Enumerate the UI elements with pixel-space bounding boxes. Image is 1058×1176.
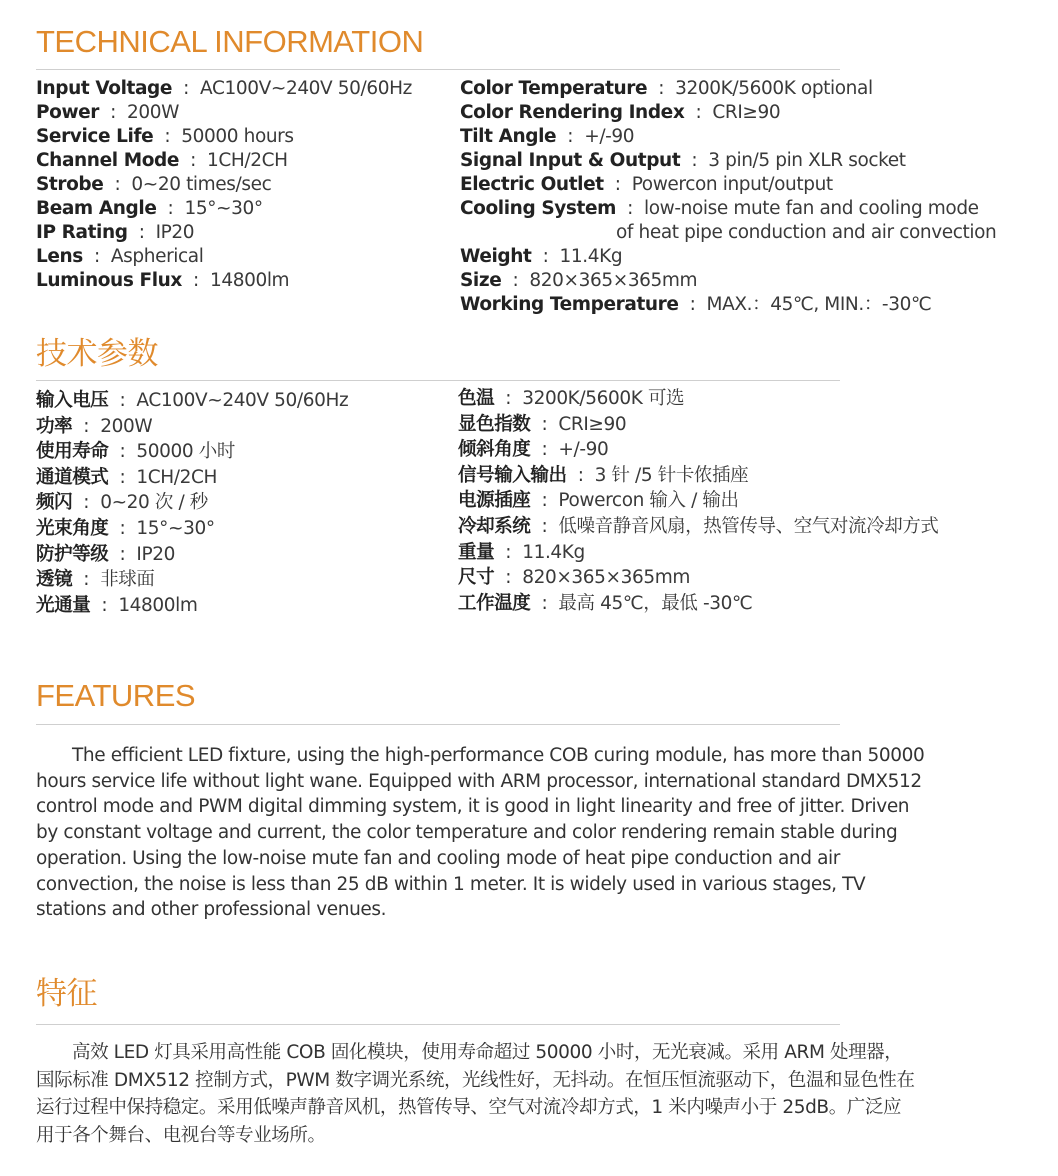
spec-separator: : [83, 492, 90, 514]
spec-value-continued: of heat pipe conduction and air convection [616, 222, 997, 243]
spec-row [36, 465, 348, 491]
spec-label: 显色指数 [458, 413, 531, 435]
spec-label: 透镜 [36, 569, 73, 591]
spec-label: 功率 [36, 415, 73, 437]
spec-value: 3200K/5600K optional [675, 78, 873, 99]
spec-value: 最高 45℃，最低 -30℃ [558, 592, 753, 614]
spec-separator: : [101, 594, 108, 616]
spec-row [36, 269, 412, 293]
spec-row [458, 514, 939, 540]
spec-label: Beam Angle [36, 198, 157, 219]
spec-value: 820×365×365mm [529, 270, 698, 291]
features-cn-divider [36, 1024, 840, 1025]
spec-row [458, 540, 939, 566]
spec-value: Aspherical [110, 246, 204, 267]
spec-separator: : [83, 415, 90, 437]
spec-label: Tilt Angle [460, 126, 557, 147]
features-cn-heading: 特征 [36, 976, 97, 1011]
spec-separator: : [119, 390, 126, 411]
spec-value: CRI≥90 [558, 413, 627, 435]
spec-row [458, 565, 939, 591]
spec-value: 非球面 [100, 569, 155, 591]
spec-separator: : [542, 246, 549, 267]
tech-info-heading: TECHNICAL INFORMATION [36, 24, 424, 59]
spec-row [460, 245, 996, 269]
spec-label: 信号输入输出 [458, 464, 567, 486]
spec-label: 防护等级 [36, 543, 109, 565]
spec-value: 15°~30° [136, 517, 215, 539]
spec-row [460, 197, 996, 221]
spec-label: IP Rating [36, 222, 128, 243]
tech-info-divider [36, 69, 840, 70]
spec-row [36, 542, 348, 568]
spec-value: Powercon input/output [631, 174, 833, 195]
spec-value: +/-90 [584, 126, 635, 147]
tech-spec-cn-right-column [458, 386, 939, 616]
spec-value: 200W [100, 415, 153, 437]
spec-separator: : [577, 464, 584, 486]
spec-separator: : [691, 150, 698, 171]
tech-info-cn-heading: 技术参数 [36, 336, 158, 371]
spec-separator: : [164, 126, 171, 147]
spec-separator: : [695, 102, 702, 123]
spec-separator: : [541, 515, 548, 537]
spec-separator: : [505, 388, 512, 409]
spec-label: Color Rendering Index [460, 102, 685, 123]
spec-value: 50000 hours [181, 126, 294, 147]
spec-label: 倾斜角度 [458, 439, 531, 461]
spec-row [460, 125, 996, 149]
spec-label: 光束角度 [36, 517, 109, 539]
spec-value: IP20 [155, 222, 195, 243]
features-cn-text: 高效 LED 灯具采用高性能 COB 固化模块，使用寿命超过 50000 小时，无光衰减。采用 ARM 处理器，国际标准 DMX512 控制方式，PWM 数字调光系统，光线性好，无抖动。在恒压恒流驱动下，色温和显色性在运行过程中保持稳定。采用低噪声静音风机，热管传导、空气对流冷却方式，1 米内噪声小于 25dB。广泛应用于各个舞台、电视台等专业场所。 [36, 1042, 915, 1146]
spec-label: 通道模式 [36, 466, 109, 488]
spec-separator: : [190, 150, 196, 171]
spec-row [36, 101, 412, 125]
spec-label: 尺寸 [458, 567, 495, 589]
spec-separator: : [114, 174, 121, 195]
spec-value: +/-90 [558, 439, 609, 461]
spec-value: 14800lm [118, 594, 198, 616]
spec-value: 14800lm [209, 270, 290, 291]
tech-info-cn-divider [36, 380, 840, 381]
spec-separator: : [94, 246, 100, 267]
spec-separator: : [83, 569, 90, 591]
spec-row [460, 269, 996, 293]
spec-row [36, 490, 348, 516]
spec-separator: : [183, 78, 189, 99]
spec-separator: : [541, 413, 548, 435]
spec-label: Input Voltage [36, 78, 173, 99]
spec-row [36, 567, 348, 593]
spec-label: Lens [36, 246, 83, 267]
spec-label: Channel Mode [36, 150, 180, 171]
spec-label: 电源插座 [458, 490, 531, 512]
spec-value: 15°~30° [184, 198, 263, 219]
spec-value: 3 pin/5 pin XLR socket [708, 150, 906, 171]
spec-value: 3 针 /5 针卡侬插座 [594, 464, 749, 486]
spec-separator: : [505, 567, 512, 589]
spec-separator: : [627, 198, 633, 219]
spec-label: 重量 [458, 541, 495, 563]
spec-label: 光通量 [36, 594, 91, 616]
spec-value: 200W [127, 102, 180, 123]
spec-value: 11.4Kg [522, 541, 585, 563]
spec-separator: : [541, 592, 548, 614]
spec-separator: : [138, 222, 145, 243]
features-text: The efficient LED fixture, using the high-performance COB curing module, has more than 50000 hours service life without light wane. Equipped with ARM processor, international standard DMX512 control mode and PWM digital dimming system, it is good in light linearity and free of jitter. Driven by constant voltage and current, the color temperature and color rendering remain stable during operation. Using the low-noise mute fan and cooling mode of heat pipe conduction and air convection, the noise is less than 25 dB within 1 meter. It is widely used in various stages, TV stations and other professional venues. [36, 745, 925, 921]
spec-label: Weight [460, 246, 532, 267]
spec-value: 50000 小时 [136, 441, 235, 463]
spec-label: 频闪 [36, 492, 73, 514]
spec-label: Strobe [36, 174, 104, 195]
spec-separator: : [541, 490, 548, 512]
spec-row [36, 149, 412, 173]
spec-label: 工作温度 [458, 592, 531, 614]
spec-separator: : [167, 198, 174, 219]
spec-label: 输入电压 [36, 390, 109, 411]
spec-row [458, 437, 939, 463]
spec-value: 11.4Kg [559, 246, 623, 267]
spec-row [460, 101, 996, 125]
spec-separator: : [614, 174, 621, 195]
spec-value: 1CH/2CH [136, 466, 218, 488]
spec-label: Size [460, 270, 502, 291]
spec-row [36, 388, 348, 414]
spec-label: Cooling System [460, 198, 616, 219]
spec-row [36, 125, 412, 149]
spec-value: MAX.：45℃, MIN.：-30℃ [706, 294, 932, 315]
spec-row [36, 77, 412, 101]
spec-separator: : [119, 441, 126, 463]
spec-separator: : [689, 294, 696, 315]
spec-label: 色温 [458, 388, 495, 409]
spec-label: Service Life [36, 126, 154, 147]
spec-label: Electric Outlet [460, 174, 604, 195]
spec-row [36, 221, 412, 245]
spec-separator: : [119, 466, 126, 488]
spec-value: CRI≥90 [712, 102, 781, 123]
tech-spec-left-column [36, 77, 412, 293]
spec-label: Working Temperature [460, 294, 679, 315]
spec-row [458, 463, 939, 489]
spec-row [36, 516, 348, 542]
tech-spec-cn-left-column [36, 388, 348, 618]
spec-value: IP20 [136, 543, 175, 565]
spec-row [36, 593, 348, 619]
spec-label: Signal Input & Output [460, 150, 681, 171]
tech-spec-right-column [460, 77, 996, 317]
spec-value: 低噪音静音风扇，热管传导、空气对流冷却方式 [558, 515, 939, 537]
spec-row [460, 77, 996, 101]
spec-row [460, 149, 996, 173]
spec-separator: : [512, 270, 519, 291]
spec-separator: : [110, 102, 116, 123]
spec-value: 3200K/5600K 可选 [522, 388, 685, 409]
spec-row [460, 221, 996, 245]
spec-separator: : [658, 78, 665, 99]
spec-label: Color Temperature [460, 78, 648, 99]
spec-row [458, 412, 939, 438]
features-heading: FEATURES [36, 678, 196, 713]
spec-row [36, 414, 348, 440]
spec-row [460, 173, 996, 197]
spec-value: 0~20 times/sec [131, 174, 272, 195]
spec-row [36, 439, 348, 465]
spec-separator: : [567, 126, 574, 147]
spec-value: 1CH/2CH [207, 150, 288, 171]
spec-row [36, 197, 412, 221]
spec-value: 820×365×365mm [522, 567, 690, 589]
spec-label: Luminous Flux [36, 270, 182, 291]
spec-value: AC100V~240V 50/60Hz [200, 78, 412, 99]
spec-value: Powercon 输入 / 输出 [558, 490, 739, 512]
spec-row [36, 173, 412, 197]
spec-separator: : [193, 270, 199, 291]
spec-separator: : [541, 439, 548, 461]
spec-row [458, 591, 939, 617]
spec-separator: : [119, 543, 126, 565]
spec-row [460, 293, 996, 317]
spec-label: Power [36, 102, 100, 123]
features-cn-paragraph [36, 1039, 916, 1149]
features-divider [36, 724, 840, 725]
spec-row [36, 245, 412, 269]
spec-row [458, 488, 939, 514]
spec-row [458, 386, 939, 412]
spec-value: 0~20 次 / 秒 [100, 492, 208, 514]
spec-value: low-noise mute fan and cooling mode [644, 198, 979, 219]
spec-separator: : [505, 541, 512, 563]
spec-separator: : [119, 517, 126, 539]
features-paragraph [36, 743, 936, 923]
spec-label: 冷却系统 [458, 515, 531, 537]
spec-value: AC100V~240V 50/60Hz [136, 390, 349, 411]
spec-label: 使用寿命 [36, 441, 109, 463]
